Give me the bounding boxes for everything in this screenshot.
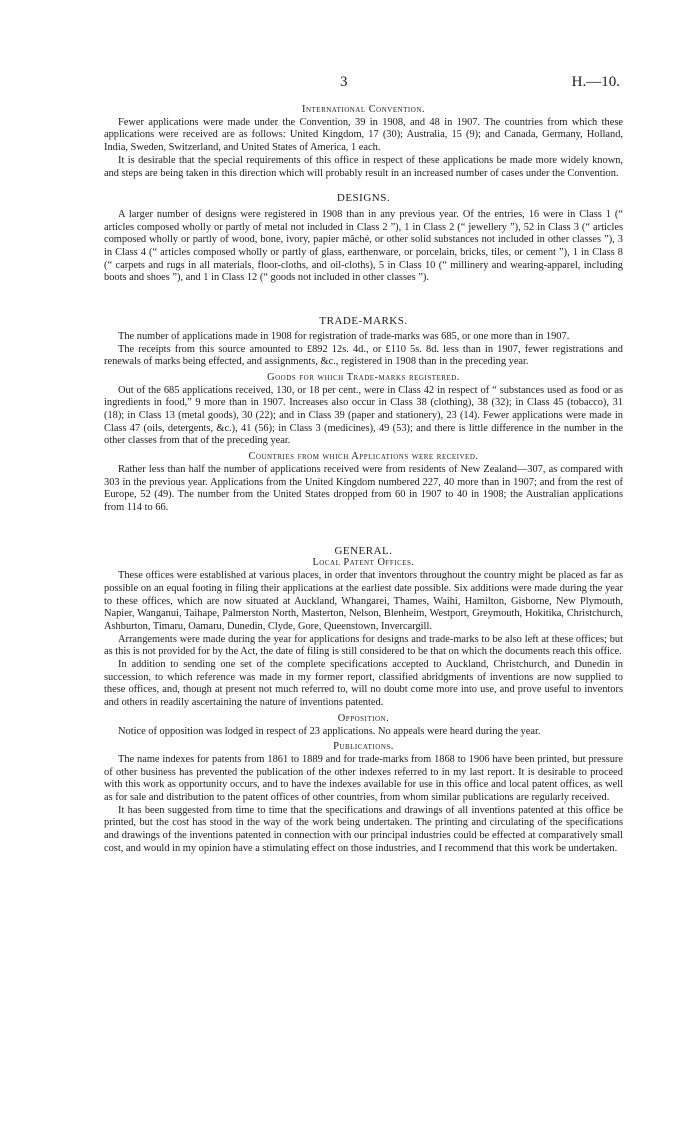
subheading-opposition: Opposition. [337,712,390,724]
page-number: 3 [340,74,348,90]
paragraph: Out of the 685 applications received, 130, or 18 per cent., were in Class 42 in respect of “ substances used as food or as ingredients in food,” 9 more than in 1907. Increases also occur in Class 38 (clothing), 38 (32); in Class 45 (tobacco), 31 (18); in Class 13 (metal goods), 30 (22); and in Class 39 (paper and stationery), 23 (14). Fewer applications were made in Class 47 (oils, detergents, &c.), 41 (56); in Class 3 (medicines), 49 (53); and there is little difference in the number in the other classes from that of the preceding year. [104,384,623,447]
heading-designs: DESIGNS. [336,192,391,205]
heading-trade-marks: TRADE-MARKS. [319,315,408,328]
paragraph: Arrangements were made during the year for applications for designs and trade-marks to be also left at these offices; but as this is not provided for by the Act, the date of filing is still considered to be that on which the documents reach this office. [104,633,623,658]
subheading-goods: Goods for which Trade-marks registered. [267,371,460,383]
paragraph: Rather less than half the number of applications received were from residents of New Zealand—307, as compared with 303 in the previous year. Applications from the United Kingdom numbered 227, 40 more than in 1907; and from the rest of Europe, 52 (49). The number from the United States dropped from 60 in 1907 to 40 in 1908; the Australian applications from 114 to 66. [104,463,623,513]
paragraph: The receipts from this source amounted to £892 12s. 4d., or £110 5s. 8d. less than in 1907, fewer registrations and renewals of marks being effected, and assignments, &c., registered in 1908 than in the preceding year. [104,343,623,368]
heading-international-convention: International Convention. [302,104,425,115]
paragraph: A larger number of designs were registered in 1908 than in any previous year. Of the entries, 16 were in Class 1 (“ articles composed wholly or partly of metal not included in Class 2 ”), 1 in Class 2 (“ jewellery ”), 52 in Class 3 (“ articles composed wholly or partly of wood, bone, ivory, papier mâché, or other solid substances not included in other classes ”), 3 in Class 4 (“ articles composed wholly or partly of glass, earthenware, or porcelain, bricks, tiles, or cement ”), 1 in Class 8 (“ carpets and rugs in all materials, floor-cloths, and oil-cloths), 5 in Class 10 (“ millinery and wearing-apparel, including boots and shoes ”), and 1 in Class 12 (“ goods not included in other classes ”). [104,208,623,284]
paragraph: These offices were established at various places, in order that inventors throughout the country might be placed as far as possible on an equal footing in filing their applications at the earliest date possible. Six additions were made during the year to these offices, which are now situated at Auckland, Whangarei, Thames, Waihi, Hamilton, Gisborne, New Plymouth, Napier, Wanganui, Taihape, Palmerston North, Masterton, Nelson, Blenheim, Westport, Greymouth, Hokitika, Christchurch, Ashburton, Timaru, Oamaru, Dunedin, Clyde, Gore, Queenstown, Invercargill. [104,570,623,632]
paragraph: In addition to sending one set of the complete specifications accepted to Auckland, Christchurch, and Dunedin in succession, to which reference was made in my former report, classified abridgments of inventions are now supplied to these offices, and, though at present not much referred to, will no doubt come more into use, and prove useful to inventors and others in readily ascertaining the nature of inventions patented. [104,659,623,709]
subheading-countries: Countries from which Applications were received. [248,451,479,463]
paragraph: Fewer applications were made under the Convention, 39 in 1908, and 48 in 1907. The countries from which these applications were received are as follows: United Kingdom, 17 (30); Australia, 15 (9); and Canada, Germany, Holland, India, Sweden, Switzerland, and United States of America, 1 each. [104,116,623,154]
paragraph: Notice of opposition was lodged in respect of 23 applications. No appeals were heard during the year. [118,725,541,737]
paragraph: It has been suggested from time to time that the specifications and drawings of all inventions patented at this office be printed, but the cost has stood in the way of the work being undertaken. The printing and circulating of the specifications and drawings of the inventions patented in connection with our principal industries could be effected at comparatively small cost, and would in my opinion have a stimulating effect on those industries, and I recommend that this work be undertaken. [104,804,623,854]
subheading-publications: Publications. [333,741,394,753]
paragraph: It is desirable that the special requirements of this office in respect of these applications be made more widely known, and steps are being taken in this direction which will probably result in an increased number of cases under the Convention. [104,154,623,179]
paragraph: The name indexes for patents from 1861 to 1889 and for trade-marks from 1868 to 1906 have been printed, but pressure of other business has prevented the publication of the other indexes referred to in my last report. It is desirable to proceed with this work as opportunity occurs, and to have the indexes available for use in this office and local patent offices, as well as for sale and distribution to the patent offices of other countries, from whom similar publications are regularly received. [104,753,623,804]
page-body [104,104,623,856]
page-reference: H.—10. [571,74,620,90]
heading-general: GENERAL. [334,544,393,557]
subheading-local-patent-offices: Local Patent Offices. [312,557,415,569]
paragraph: The number of applications made in 1908 for registration of trade-marks was 685, or one more than in 1907. [118,330,570,342]
